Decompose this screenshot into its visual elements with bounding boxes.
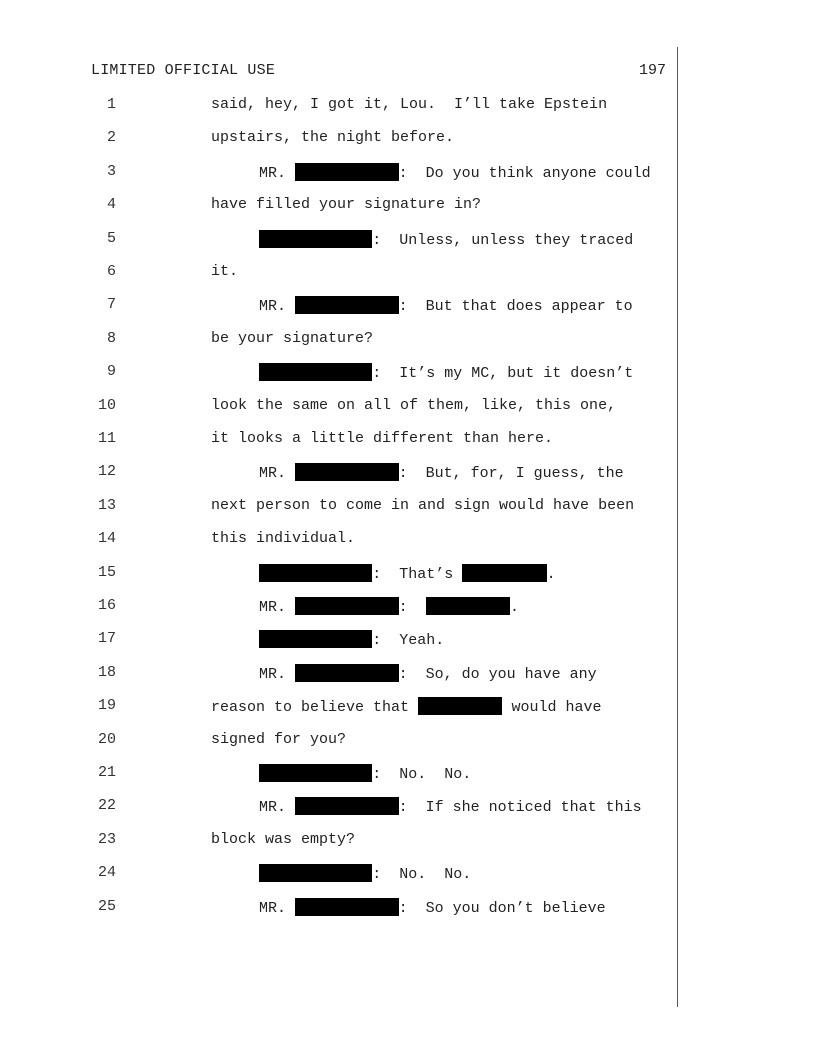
redaction-block (295, 163, 399, 181)
redaction-block (259, 630, 372, 648)
redaction-block (418, 697, 502, 715)
line-number: 11 (97, 430, 116, 447)
classification-header: LIMITED OFFICIAL USE (91, 62, 276, 79)
transcript-line (0, 328, 816, 350)
redaction-block (259, 864, 372, 882)
transcript-line (0, 361, 816, 383)
line-text-segment: : Yeah. (372, 632, 445, 650)
redaction-block (259, 363, 372, 381)
line-text-segment: MR. (259, 799, 296, 817)
transcript-line (0, 495, 816, 517)
transcript-line (0, 662, 816, 684)
line-text-segment: next person to come in and sign would have been (211, 496, 635, 514)
line-text-segment: have filled your signature in? (211, 196, 482, 214)
transcript-line (0, 428, 816, 450)
transcript-line (0, 628, 816, 650)
line-text-segment: : No. No. (372, 766, 472, 783)
line-text-segment: look the same on all of them, like, this one, (211, 396, 617, 414)
transcript-line (0, 729, 816, 751)
line-number: 5 (106, 229, 116, 247)
redaction-block (462, 564, 546, 582)
transcript-line (0, 762, 816, 784)
line-text (211, 697, 601, 717)
line-number: 1 (106, 96, 116, 113)
line-number: 6 (106, 263, 116, 280)
line-text-segment: : If she noticed that this (398, 799, 642, 817)
redaction-block (295, 664, 399, 682)
line-text-segment: : But that does appear to (398, 298, 633, 316)
line-text (259, 564, 556, 584)
line-text (211, 731, 346, 749)
transcript-line (0, 194, 816, 216)
line-text-segment: would have (502, 699, 602, 717)
line-text-segment: signed for you? (211, 730, 347, 748)
line-text (259, 296, 633, 316)
line-text-segment: MR. (259, 665, 296, 683)
line-text-segment: MR. (259, 298, 296, 316)
transcript-line (0, 795, 816, 817)
line-text (259, 630, 444, 650)
line-text (211, 831, 355, 849)
line-text (211, 263, 238, 281)
line-number: 16 (97, 597, 116, 614)
line-text (211, 530, 355, 548)
line-number: 21 (97, 764, 116, 781)
line-text-segment: it. (211, 263, 239, 280)
line-text (259, 764, 471, 784)
line-text-segment: MR. (259, 599, 296, 616)
redaction-block (295, 296, 399, 314)
line-number: 2 (106, 129, 116, 147)
line-text (211, 430, 553, 448)
line-text (211, 397, 616, 415)
line-text-segment: : Do you think anyone could (398, 164, 651, 182)
transcript-line (0, 461, 816, 483)
redaction-block (295, 463, 399, 481)
line-number: 18 (97, 663, 116, 681)
line-number: 13 (97, 496, 116, 514)
line-text-segment: be your signature? (211, 329, 374, 347)
line-number: 25 (97, 897, 116, 915)
line-number: 12 (97, 463, 116, 481)
line-text (259, 664, 597, 684)
transcript-line (0, 161, 816, 183)
line-text (259, 597, 519, 617)
transcript-line (0, 595, 816, 617)
line-number: 20 (97, 730, 116, 748)
redaction-block (295, 898, 399, 916)
redaction-block (295, 597, 399, 615)
line-text-segment: MR. (259, 164, 296, 182)
line-number: 22 (97, 797, 116, 815)
redaction-block (259, 564, 372, 582)
line-number: 7 (106, 296, 116, 314)
line-number: 4 (106, 196, 116, 214)
redaction-block (295, 797, 399, 815)
line-text-segment: it looks a little different than here. (211, 430, 554, 447)
transcript-line (0, 862, 816, 884)
transcript-line (0, 294, 816, 316)
line-number: 19 (97, 697, 116, 715)
line-text-segment: : It’s my MC, but it doesn’t (372, 365, 634, 383)
line-text (211, 129, 454, 147)
line-number: 9 (106, 363, 116, 381)
line-number: 14 (97, 530, 116, 548)
line-text-segment: : That’s (372, 565, 463, 583)
transcript-line (0, 127, 816, 149)
transcript-line (0, 528, 816, 550)
redaction-block (259, 764, 372, 782)
line-number: 8 (106, 329, 116, 347)
line-text (259, 363, 633, 383)
line-number: 10 (97, 396, 116, 414)
line-text (259, 898, 606, 918)
line-number: 3 (106, 162, 116, 180)
line-number: 15 (97, 563, 116, 581)
line-text (259, 864, 471, 884)
redaction-block (426, 597, 510, 615)
line-text (259, 163, 651, 183)
line-text (259, 230, 633, 250)
line-text-segment: : So, do you have any (398, 665, 597, 683)
transcript-line (0, 562, 816, 584)
line-text-segment: : (398, 599, 426, 616)
line-text-segment: : So you don’t believe (398, 899, 606, 917)
transcript-line (0, 261, 816, 283)
transcript-line (0, 228, 816, 250)
redaction-block (259, 230, 372, 248)
transcript-line (0, 94, 816, 116)
line-text-segment: block was empty? (211, 830, 356, 848)
line-text-segment: . (546, 565, 556, 583)
transcript-line (0, 395, 816, 417)
line-text (259, 797, 642, 817)
transcript-line (0, 695, 816, 717)
transcript-line (0, 896, 816, 918)
page-number: 197 (638, 62, 666, 79)
line-text-segment: . (510, 599, 520, 616)
line-text (211, 330, 373, 348)
line-text (211, 196, 481, 214)
line-number: 23 (97, 830, 116, 848)
line-text (259, 463, 624, 483)
line-text-segment: this individual. (211, 530, 356, 548)
transcript-line (0, 829, 816, 851)
line-text-segment: upstairs, the night before. (211, 129, 455, 147)
line-text-segment: : Unless, unless they traced (372, 231, 634, 249)
line-text (211, 497, 634, 515)
line-text-segment: reason to believe that (211, 699, 419, 717)
line-text-segment: said, hey, I got it, Lou. I’ll take Epstein (211, 96, 608, 113)
line-text-segment: MR. (259, 465, 296, 483)
line-text-segment: : But, for, I guess, the (398, 465, 624, 483)
line-text (211, 96, 607, 114)
line-number: 17 (97, 630, 116, 648)
line-number: 24 (97, 864, 116, 882)
line-text-segment: : No. No. (372, 866, 472, 884)
line-text-segment: MR. (259, 899, 296, 917)
